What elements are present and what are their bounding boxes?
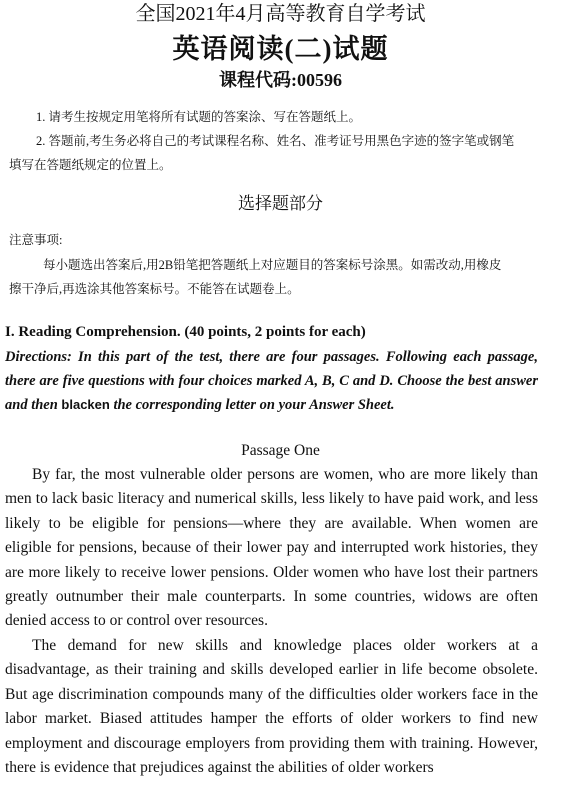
instruction-item-2: 2. 答题前,考生务必将自己的考试课程名称、姓名、准考证号用黑色字迹的签字笔或钢笔	[36, 134, 515, 148]
directions-text-end: the corresponding letter on your Answer Sheet.	[109, 397, 395, 413]
instruction-item-1: 1. 请考生按规定用笔将所有试题的答案涂、写在答题纸上。	[36, 110, 362, 124]
notice-text: 每小题选出答案后,用2B铅笔把答题纸上对应题目的答案标号涂黑。如需改动,用橡皮	[43, 258, 502, 272]
passage-paragraph-1: By far, the most vulnerable older persons are women, who are more likely than men to lack basic literacy and numerical skills, less likely to have paid work, and less likely to be eligible for pensions—where they are available. When women are eligible for pensions, because of their lower pay and interrupted work histories, they are more likely to receive lower pensions. Older women who have lost their partners greatly outnumber their male counterparts. In some countries, widows are often denied access to or control over resources.	[5, 466, 538, 630]
exam-header: 全国2021年4月高等教育自学考试	[135, 3, 426, 25]
passage-title: Passage One	[241, 442, 320, 459]
instruction-item-2-continued: 填写在答题纸规定的位置上。	[9, 158, 172, 172]
passage-paragraph-2: The demand for new skills and knowledge places older workers at a disadvantage, as their training and skills developed earlier in life become obsolete. But age discrimination compounds many of the difficulties older workers face in the labor market. Biased attitudes hamper the efforts of older workers to find new employment and discourage employers from providing them with training. However, there is evidence that prejudices against the abilities of older workers	[5, 637, 538, 777]
reading-comprehension-heading: I. Reading Comprehension. (40 points, 2 points for each)	[5, 324, 366, 340]
directions-emphasis: blacken	[61, 397, 110, 412]
notice-text-continued: 擦干净后,再选涂其他答案标号。不能答在试题卷上。	[9, 282, 300, 296]
section-title: 选择题部分	[238, 194, 323, 213]
paper-title: 英语阅读(二)试题	[172, 34, 389, 64]
course-code: 课程代码:00596	[219, 70, 342, 90]
directions-text: Directions: In this part of the test, there are four passages. Following each passage, there are five questions with four choices marked A, B, C and D. Choose the best answer and then	[5, 349, 538, 413]
notice-label: 注意事项:	[9, 233, 63, 247]
directions	[5, 345, 538, 417]
